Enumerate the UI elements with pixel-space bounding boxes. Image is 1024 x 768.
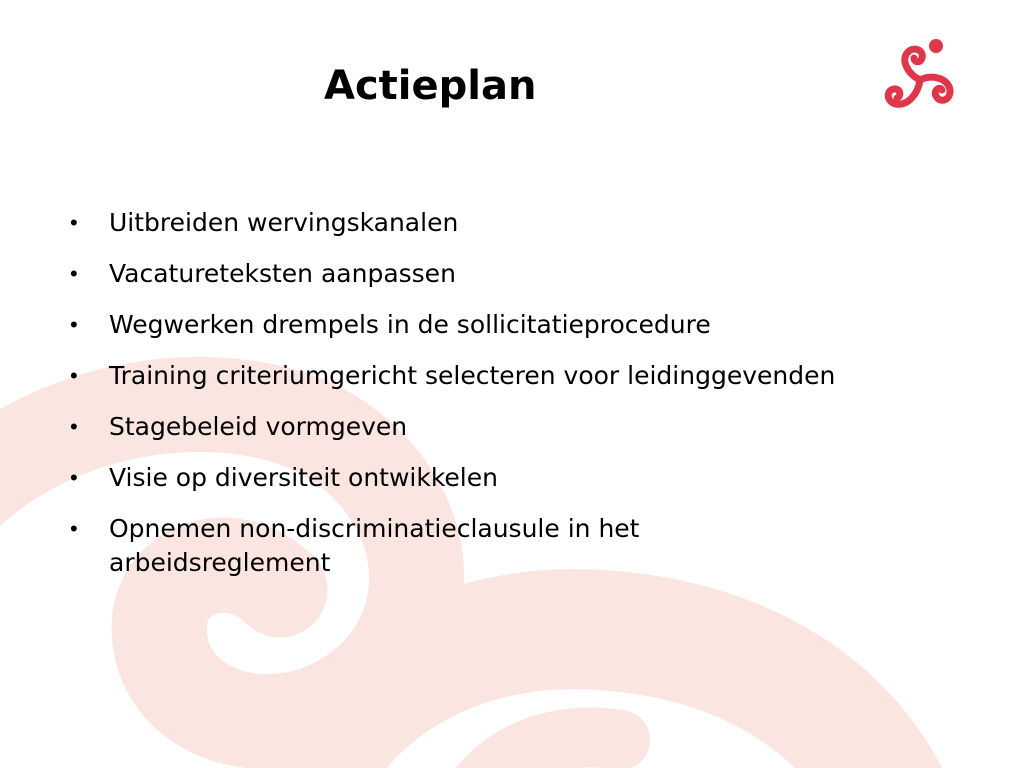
bullet-text: Visie op diversiteit ontwikkelen [109, 463, 498, 492]
slide-title: Actieplan [324, 63, 537, 109]
bullet-marker: • [70, 210, 78, 235]
list-item [70, 206, 970, 240]
bullet-text: Wegwerken drempels in de sollicitatieprocedure [109, 310, 711, 339]
bullet-marker: • [70, 312, 78, 337]
bullet-list [70, 206, 970, 597]
bullet-marker: • [70, 516, 78, 541]
bullet-marker: • [70, 363, 78, 388]
bullet-marker: • [70, 465, 78, 490]
bullet-text: Uitbreiden wervingskanalen [109, 208, 459, 237]
list-item [70, 257, 970, 291]
bullet-text: Stagebeleid vormgeven [109, 412, 408, 441]
list-item [70, 308, 970, 342]
bullet-marker: • [70, 261, 78, 286]
triskelion-spiral-logo-icon [878, 34, 962, 122]
list-item [70, 512, 970, 580]
list-item [70, 410, 970, 444]
list-item [70, 461, 970, 495]
bullet-text: Vacatureteksten aanpassen [109, 259, 456, 288]
bullet-marker: • [70, 414, 78, 439]
list-item [70, 359, 970, 393]
bullet-text: Opnemen non-discriminatieclausule in het arbeidsreglement [109, 514, 640, 577]
bullet-text: Training criteriumgericht selecteren voor leidinggevenden [109, 361, 836, 390]
